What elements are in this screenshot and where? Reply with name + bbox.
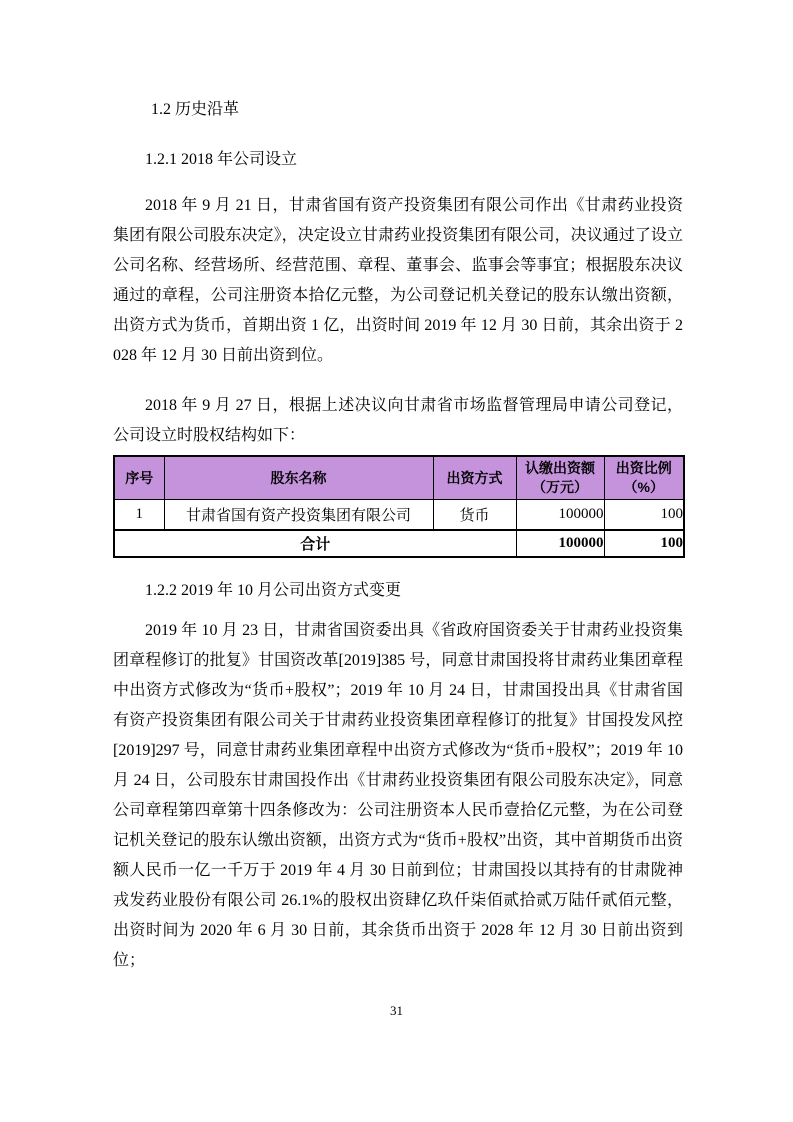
- section-heading-1-2: 1.2 历史沿革: [151, 101, 240, 118]
- cell-contribution-method: 货币: [433, 500, 516, 530]
- shareholding-structure-table: [113, 455, 685, 558]
- cell-total-amount: 100000: [516, 530, 604, 557]
- page-number: 31: [390, 1003, 403, 1018]
- cell-subscribed-amount: 100000: [516, 500, 604, 530]
- table-row-shareholder-1: [114, 500, 684, 530]
- col-header-contribution-method: 出资方式: [433, 456, 516, 500]
- col-header-contribution-ratio: 出资比例（%）: [604, 456, 684, 500]
- paragraph-registration-application: 2018 年 9 月 27 日，根据上述决议向甘肃省市场监督管理局申请公司登记，公司设立时股权结构如下：: [113, 397, 683, 444]
- paragraph-capital-method-change: 2019 年 10 月 23 日，甘肃省国资委出具《省政府国资委关于甘肃药业投资集团章程修订的批复》甘国资改革[2019]385 号，同意甘肃国投将甘肃药业集团章程中出资方式修改为“货币+股权”；2019 年 10 月 24 日，甘肃国投出具《甘肃省国有资产投资集团有限公司关于甘肃药业投资集团章程修订的批复》甘国投发风控[2019]297 号，同意甘肃药业集团章程中出资方式修改为“货币+股权”；2019 年 10 月 24 日，公司股东甘肃国投作出《甘肃药业投资集团有限公司股东决定》，同意公司章程第四章第十四条修改为：公司注册资本人民币壹拾亿元整，为在公司登记机关登记的股东认缴出资额，出资方式为“货币+股权”出资，其中首期货币出资额人民币一亿一千万于 2019 年 4 月 30 日前到位；甘肃国投以其持有的甘肃陇神戎发药业股份有限公司 26.1%的股权出资肆亿玖仟柒佰贰拾贰万陆仟贰佰元整，出资时间为 2020 年 6 月 30 日前，其余货币出资于 2028 年 12 月 30 日前出资到位；: [113, 621, 683, 969]
- section-heading-1-2-2: 1.2.2 2019 年 10 月公司出资方式变更: [145, 581, 402, 599]
- cell-shareholder-name: 甘肃省国有资产投资集团有限公司: [164, 500, 433, 530]
- table-header-row: [114, 456, 684, 500]
- cell-total-ratio: 100: [604, 530, 684, 557]
- page-content: [113, 0, 683, 976]
- table-total-row: [114, 530, 684, 557]
- cell-contribution-ratio: 100: [604, 500, 684, 530]
- cell-index: 1: [114, 500, 164, 530]
- cell-total-label: 合计: [114, 530, 516, 557]
- paragraph-company-establishment: 2018 年 9 月 21 日，甘肃省国有资产投资集团有限公司作出《甘肃药业投资集团有限公司股东决定》，决定设立甘肃药业投资集团有限公司，决议通过了设立公司名称、经营场所、经营范围、章程、董事会、监事会等事宜；根据股东决议通过的章程，公司注册资本拾亿元整，为公司登记机关登记的股东认缴出资额，出资方式为货币，首期出资 1 亿，出资时间 2019 年 12 月 30 日前，其余出资于 2028 年 12 月 30 日前出资到位。: [113, 197, 683, 364]
- col-header-shareholder-name: 股东名称: [164, 456, 433, 500]
- col-header-index: 序号: [114, 456, 164, 500]
- section-heading-1-2-1: 1.2.1 2018 年公司设立: [145, 151, 298, 168]
- col-header-subscribed-amount: 认缴出资额（万元）: [516, 456, 604, 500]
